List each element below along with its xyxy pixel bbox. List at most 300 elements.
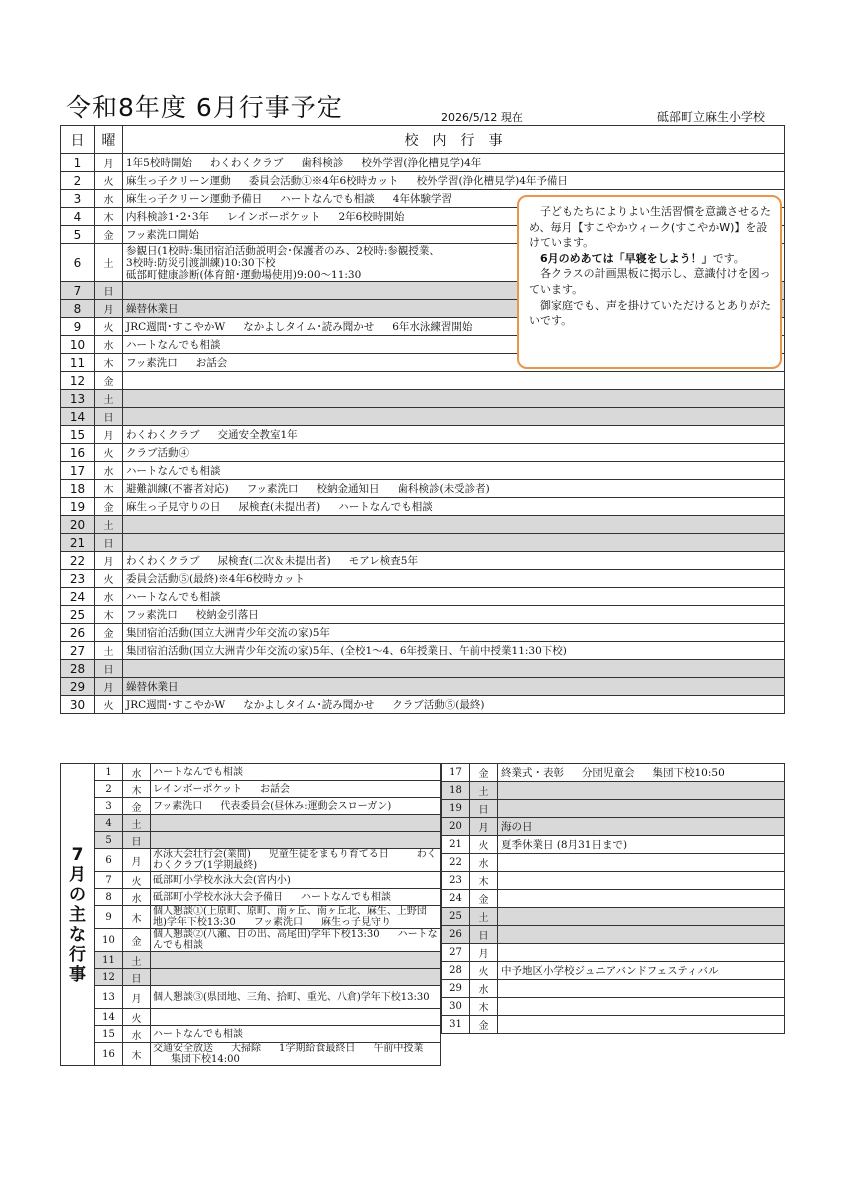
june-row	[61, 480, 785, 498]
june-row	[61, 154, 785, 172]
july-label-char: 行	[69, 944, 86, 965]
event-item: レインボーポケット	[227, 211, 321, 223]
day-cell: 12	[61, 372, 95, 390]
events-cell	[498, 1016, 785, 1034]
july-label-char: の	[69, 884, 86, 905]
day-cell: 18	[442, 782, 470, 800]
day-cell: 24	[61, 588, 95, 606]
event-item: 尿検査(二次＆未提出者)	[217, 555, 331, 567]
weekday-cell: 水	[95, 588, 123, 606]
event-item: 中予地区小学校ジュニアバンドフェスティバル	[501, 965, 719, 977]
weekday-cell: 日	[95, 408, 123, 426]
events-cell	[123, 660, 785, 678]
event-item: 内科検診1･2･3年	[126, 211, 210, 223]
june-row	[61, 408, 785, 426]
event-item: フッ素洗口	[126, 609, 178, 621]
day-cell: 17	[442, 764, 470, 782]
day-cell: 8	[61, 300, 95, 318]
day-cell: 28	[61, 660, 95, 678]
weekday-cell: 木	[470, 998, 498, 1016]
day-cell: 7	[61, 282, 95, 300]
events-cell	[123, 154, 785, 172]
event-item: 尿検査(未提出者)	[238, 501, 321, 513]
day-cell: 16	[61, 444, 95, 462]
events-cell	[123, 408, 785, 426]
event-item: フッ素洗口	[253, 917, 304, 928]
weekday-cell: 火	[95, 444, 123, 462]
day-cell: 10	[95, 929, 123, 952]
weekday-cell: 金	[95, 498, 123, 516]
event-item: 水泳大会壮行会(業間)	[153, 849, 251, 860]
event-item: 委員会活動⑤(最終)※4年6校時カット	[126, 573, 305, 585]
weekday-cell: 金	[95, 372, 123, 390]
weekday-cell: 月	[95, 552, 123, 570]
weekday-cell: 火	[95, 318, 123, 336]
weekday-cell: 木	[470, 872, 498, 890]
weekday-cell: 水	[470, 980, 498, 998]
day-cell: 4	[95, 815, 123, 832]
note-goal-suffix: です。	[712, 251, 745, 265]
july-row	[61, 781, 441, 798]
july-row	[61, 832, 441, 849]
weekday-cell: 水	[470, 854, 498, 872]
weekday-cell: 金	[123, 929, 151, 952]
events-cell	[498, 944, 785, 962]
event-item: フッ素洗口	[126, 357, 178, 369]
note-paragraph-1: 子どもたちによりよい生活習慣を意識させるため、毎月【すこやかウィーク(すこやかW)】を設けています。	[529, 205, 771, 250]
day-cell: 7	[95, 872, 123, 889]
events-cell	[151, 798, 441, 815]
event-item: 代表委員会(昼休み:運動会スローガン)	[220, 800, 392, 812]
june-row	[61, 462, 785, 480]
june-row	[61, 444, 785, 462]
july-schedule-table-right	[441, 763, 785, 1034]
weekday-cell: 金	[470, 1016, 498, 1034]
event-item: わくわくクラブ	[126, 429, 200, 441]
july-row	[61, 986, 441, 1009]
event-item: 交通安全放送	[153, 1043, 213, 1054]
weekday-cell: 月	[470, 818, 498, 836]
weekday-cell: 土	[95, 390, 123, 408]
july-label-char: 月	[69, 864, 86, 885]
weekday-cell: 火	[95, 696, 123, 714]
weekday-cell: 土	[123, 815, 151, 832]
day-cell: 15	[95, 1026, 123, 1043]
day-cell: 31	[442, 1016, 470, 1034]
events-cell	[151, 952, 441, 969]
as-of-date: 2026/5/12 現在	[441, 111, 523, 124]
event-item: 個人懇談①(上原町、原町、南ヶ丘、南ヶ丘北、麻生、上野団地)学年下校13:30	[153, 906, 427, 928]
weekday-cell: 火	[95, 570, 123, 588]
weekday-cell: 木	[95, 354, 123, 372]
day-cell: 20	[61, 516, 95, 534]
day-cell: 9	[61, 318, 95, 336]
note-paragraph-2	[529, 251, 772, 267]
july-row	[442, 872, 785, 890]
events-cell	[123, 480, 785, 498]
june-row	[61, 606, 785, 624]
event-item: 歯科検診(未受診者)	[397, 483, 490, 495]
june-row	[61, 660, 785, 678]
event-item: 麻生っ子見守り	[321, 917, 392, 928]
event-item: 校外学習(浄化槽見学)4年予備日	[416, 175, 568, 187]
july-left-body	[61, 764, 441, 1066]
event-item: 麻生っ子クリーン運動	[126, 175, 231, 187]
weekday-cell: 木	[123, 1043, 151, 1066]
events-cell	[498, 836, 785, 854]
events-cell	[123, 588, 785, 606]
weekday-cell: 木	[95, 606, 123, 624]
june-row	[61, 498, 785, 516]
event-item: 砥部町小学校水泳大会(宮内小)	[153, 874, 291, 886]
weekday-cell: 木	[95, 208, 123, 226]
event-item: 集団下校14:00	[171, 1054, 240, 1065]
event-item: ハートなんでも相談	[338, 501, 433, 513]
event-item: 個人懇談②(八瀬、日の出、高尾田)学年下校13:30	[153, 929, 380, 940]
event-item: 避難訓練(不審者対応)	[126, 483, 229, 495]
day-cell: 26	[61, 624, 95, 642]
events-cell	[498, 980, 785, 998]
weekday-cell: 木	[123, 906, 151, 929]
events-cell	[151, 1026, 441, 1043]
july-row	[61, 969, 441, 986]
june-row	[61, 678, 785, 696]
day-cell: 14	[95, 1009, 123, 1026]
events-cell	[123, 516, 785, 534]
july-row	[61, 1026, 441, 1043]
june-row	[61, 372, 785, 390]
event-item: フッ素洗口開始	[126, 229, 199, 241]
event-item: わくわくクラブ(1学期最終)	[153, 849, 437, 871]
day-cell: 23	[442, 872, 470, 890]
note-paragraph-4: 御家庭でも、声を掛けていただけるとありがたいです。	[529, 298, 771, 328]
day-cell: 16	[95, 1043, 123, 1066]
july-row	[61, 849, 441, 872]
event-item: ハートなんでも相談	[153, 1028, 243, 1040]
event-item: 集団宿泊活動(国立大洲青少年交流の家)5年	[126, 627, 330, 639]
day-cell: 29	[61, 678, 95, 696]
weekday-cell: 金	[123, 798, 151, 815]
june-header-row	[61, 126, 785, 154]
event-item: ハートなんでも相談	[280, 193, 375, 205]
day-cell: 2	[95, 781, 123, 798]
day-cell: 9	[95, 906, 123, 929]
event-item: 校外学習(浄化槽見学)4年	[361, 157, 482, 169]
day-cell: 5	[95, 832, 123, 849]
july-row	[442, 926, 785, 944]
day-cell: 6	[61, 244, 95, 282]
event-item: ハートなんでも相談	[126, 591, 221, 603]
events-cell	[151, 889, 441, 906]
event-item: 午前中授業	[373, 1043, 424, 1054]
col-weekday-header: 曜	[95, 126, 123, 154]
july-row	[61, 952, 441, 969]
july-row	[442, 962, 785, 980]
day-cell: 19	[61, 498, 95, 516]
day-cell: 5	[61, 226, 95, 244]
weekday-cell: 水	[95, 336, 123, 354]
june-row	[61, 552, 785, 570]
june-row	[61, 172, 785, 190]
july-label-char: な	[69, 924, 86, 945]
june-row	[61, 570, 785, 588]
events-cell	[151, 872, 441, 889]
day-cell: 4	[61, 208, 95, 226]
events-cell	[123, 624, 785, 642]
july-label	[61, 764, 95, 1066]
day-cell: 13	[95, 986, 123, 1009]
events-cell	[151, 986, 441, 1009]
events-cell	[123, 678, 785, 696]
july-row	[61, 889, 441, 906]
events-cell	[498, 782, 785, 800]
june-row	[61, 426, 785, 444]
events-cell	[498, 998, 785, 1016]
events-cell	[151, 815, 441, 832]
school-name: 砥部町立麻生小学校	[657, 110, 766, 124]
july-right-body	[442, 764, 785, 1034]
day-cell: 25	[442, 908, 470, 926]
note-paragraph-3: 各クラスの計画黒板に掲示し、意識付けを図っています。	[529, 267, 771, 296]
weekday-cell: 月	[470, 944, 498, 962]
day-cell: 18	[61, 480, 95, 498]
event-item: 麻生っ子見守りの日	[126, 501, 221, 513]
day-cell: 22	[61, 552, 95, 570]
event-item: JRC週間･すこやかW	[126, 699, 226, 711]
event-item: お話会	[195, 357, 228, 369]
event-line: 参観日(1校時:集団宿泊活動説明会･保護者のみ、2校時:参観授業、	[126, 244, 440, 257]
event-item: フッ素洗口	[153, 800, 203, 812]
events-cell	[123, 498, 785, 516]
day-cell: 24	[442, 890, 470, 908]
july-row	[442, 764, 785, 782]
event-item: クラブ活動④	[126, 447, 189, 459]
events-cell	[498, 962, 785, 980]
day-cell: 10	[61, 336, 95, 354]
event-item: 4年体験学習	[392, 193, 452, 205]
weekday-cell: 金	[95, 226, 123, 244]
events-cell	[498, 764, 785, 782]
events-cell	[498, 818, 785, 836]
weekday-cell: 金	[95, 624, 123, 642]
weekday-cell: 火	[95, 172, 123, 190]
events-cell	[123, 372, 785, 390]
event-item: 繰替休業日	[126, 681, 179, 693]
july-row	[442, 836, 785, 854]
events-cell	[498, 854, 785, 872]
day-cell: 19	[442, 800, 470, 818]
july-row	[61, 1043, 441, 1066]
weekday-cell: 月	[95, 426, 123, 444]
col-events-header: 校 内 行 事	[123, 126, 785, 154]
weekday-cell: 土	[470, 782, 498, 800]
events-cell	[123, 570, 785, 588]
events-cell	[151, 832, 441, 849]
june-row	[61, 390, 785, 408]
note-goal: 6月のめあては「早寝をしよう！」	[529, 251, 713, 265]
weekday-cell: 水	[95, 462, 123, 480]
event-item: 委員会活動①※4年6校時カット	[248, 175, 399, 187]
weekday-cell: 日	[123, 969, 151, 986]
day-cell: 11	[95, 952, 123, 969]
event-item: クラブ活動⑤(最終)	[392, 699, 485, 711]
event-item: 児童生徒をまもり育てる日	[268, 849, 389, 860]
july-label-char: 7	[71, 844, 84, 865]
day-cell: 29	[442, 980, 470, 998]
events-cell	[498, 800, 785, 818]
july-row	[61, 798, 441, 815]
events-cell	[123, 552, 785, 570]
day-cell: 2	[61, 172, 95, 190]
july-row	[442, 908, 785, 926]
event-item: わくわくクラブ	[126, 555, 200, 567]
event-line: 3校時:防災引渡訓練)10:30下校	[126, 256, 276, 269]
weekday-cell: 水	[123, 889, 151, 906]
day-cell: 11	[61, 354, 95, 372]
event-item: 大掃除	[231, 1043, 261, 1054]
events-cell	[123, 642, 785, 660]
events-cell	[151, 849, 441, 872]
event-line: 砥部町健康診断(体育館･運動場使用)9:00～11:30	[126, 268, 362, 281]
event-item: ハートなんでも相談	[126, 339, 221, 351]
event-item: 校納金引落日	[195, 609, 259, 621]
day-cell: 3	[61, 190, 95, 208]
events-cell	[151, 906, 441, 929]
weekday-cell: 水	[123, 1026, 151, 1043]
event-item: 1学期給食最終日	[279, 1043, 356, 1054]
weekday-cell: 日	[123, 832, 151, 849]
weekday-cell: 火	[123, 872, 151, 889]
event-item: 校納金通知日	[316, 483, 380, 495]
july-row	[442, 854, 785, 872]
day-cell: 22	[442, 854, 470, 872]
july-row	[442, 1016, 785, 1034]
july-schedule-table-left	[60, 763, 441, 1066]
page-title: 令和8年度 6月行事予定	[66, 93, 343, 122]
events-cell	[498, 926, 785, 944]
day-cell: 25	[61, 606, 95, 624]
weekday-cell: 水	[123, 764, 151, 781]
weekday-cell: 日	[470, 800, 498, 818]
weekday-cell: 金	[470, 890, 498, 908]
events-cell	[123, 696, 785, 714]
col-day-header: 日	[61, 126, 95, 154]
event-item: 砥部町小学校水泳大会予備日	[153, 891, 283, 903]
july-row	[442, 890, 785, 908]
june-row	[61, 624, 785, 642]
day-cell: 13	[61, 390, 95, 408]
day-cell: 20	[442, 818, 470, 836]
weekday-cell: 土	[470, 908, 498, 926]
july-row	[61, 815, 441, 832]
july-row	[442, 818, 785, 836]
events-cell	[151, 764, 441, 781]
event-item: フッ素洗口	[246, 483, 299, 495]
weekday-cell: 土	[95, 244, 123, 282]
events-cell	[151, 969, 441, 986]
event-item: 海の日	[501, 821, 533, 833]
july-label-char: 主	[69, 904, 86, 925]
event-item: 個人懇談③(県団地、三角、拾町、重光、八倉)学年下校13:30	[153, 991, 430, 1003]
july-row	[442, 782, 785, 800]
day-cell: 23	[61, 570, 95, 588]
july-row	[442, 944, 785, 962]
june-row	[61, 588, 785, 606]
day-cell: 30	[61, 696, 95, 714]
event-item: 6年水泳練習開始	[392, 321, 473, 333]
day-cell: 28	[442, 962, 470, 980]
event-item: 夏季休業日 (8月31日まで)	[501, 839, 628, 851]
july-row	[442, 998, 785, 1016]
weekday-cell: 日	[95, 534, 123, 552]
weekday-cell: 火	[470, 962, 498, 980]
event-item: 繰替休業日	[126, 303, 179, 315]
weekday-cell: 火	[470, 836, 498, 854]
event-item: 集団宿泊活動(国立大洲青少年交流の家)5年、(全校1～4、6年授業日、午前中授業11:30下校)	[126, 645, 567, 657]
july-row	[61, 1009, 441, 1026]
weekday-cell: 月	[95, 300, 123, 318]
events-cell	[123, 426, 785, 444]
events-cell	[151, 781, 441, 798]
event-item: ハートなんでも相談	[153, 929, 438, 951]
events-cell	[151, 1043, 441, 1066]
events-cell	[123, 606, 785, 624]
event-item: 分団児童会	[582, 767, 635, 779]
weekday-cell: 日	[95, 282, 123, 300]
july-row	[442, 800, 785, 818]
weekday-cell: 木	[95, 480, 123, 498]
day-cell: 1	[95, 764, 123, 781]
event-item: 2年6校時開始	[338, 211, 405, 223]
events-cell	[123, 390, 785, 408]
day-cell: 1	[61, 154, 95, 172]
june-row	[61, 642, 785, 660]
event-item: なかよしタイム･読み聞かせ	[243, 699, 375, 711]
weekday-cell: 土	[123, 952, 151, 969]
event-item: 交通安全教室1年	[217, 429, 298, 441]
weekday-cell: 月	[123, 849, 151, 872]
events-cell	[151, 1009, 441, 1026]
events-cell	[151, 929, 441, 952]
july-row	[442, 980, 785, 998]
june-row	[61, 534, 785, 552]
day-cell: 27	[442, 944, 470, 962]
july-row	[61, 929, 441, 952]
weekday-cell: 日	[95, 660, 123, 678]
events-cell	[123, 444, 785, 462]
weekday-cell: 月	[123, 986, 151, 1009]
event-item: ハートなんでも相談	[153, 766, 243, 778]
weekday-cell: 火	[123, 1009, 151, 1026]
events-cell	[123, 172, 785, 190]
events-cell	[123, 462, 785, 480]
june-row	[61, 516, 785, 534]
day-cell: 17	[61, 462, 95, 480]
weekday-cell: 土	[95, 642, 123, 660]
event-item: レインボーポケット	[153, 783, 242, 795]
weekday-cell: 木	[123, 781, 151, 798]
events-cell	[123, 534, 785, 552]
june-row	[61, 696, 785, 714]
event-item: なかよしタイム･読み聞かせ	[243, 321, 375, 333]
weekday-cell: 日	[470, 926, 498, 944]
event-item: 麻生っ子クリーン運動予備日	[126, 193, 263, 205]
weekday-cell: 土	[95, 516, 123, 534]
day-cell: 27	[61, 642, 95, 660]
event-item: 歯科検診	[301, 157, 344, 169]
event-item: JRC週間･すこやかW	[126, 321, 226, 333]
events-cell	[498, 908, 785, 926]
